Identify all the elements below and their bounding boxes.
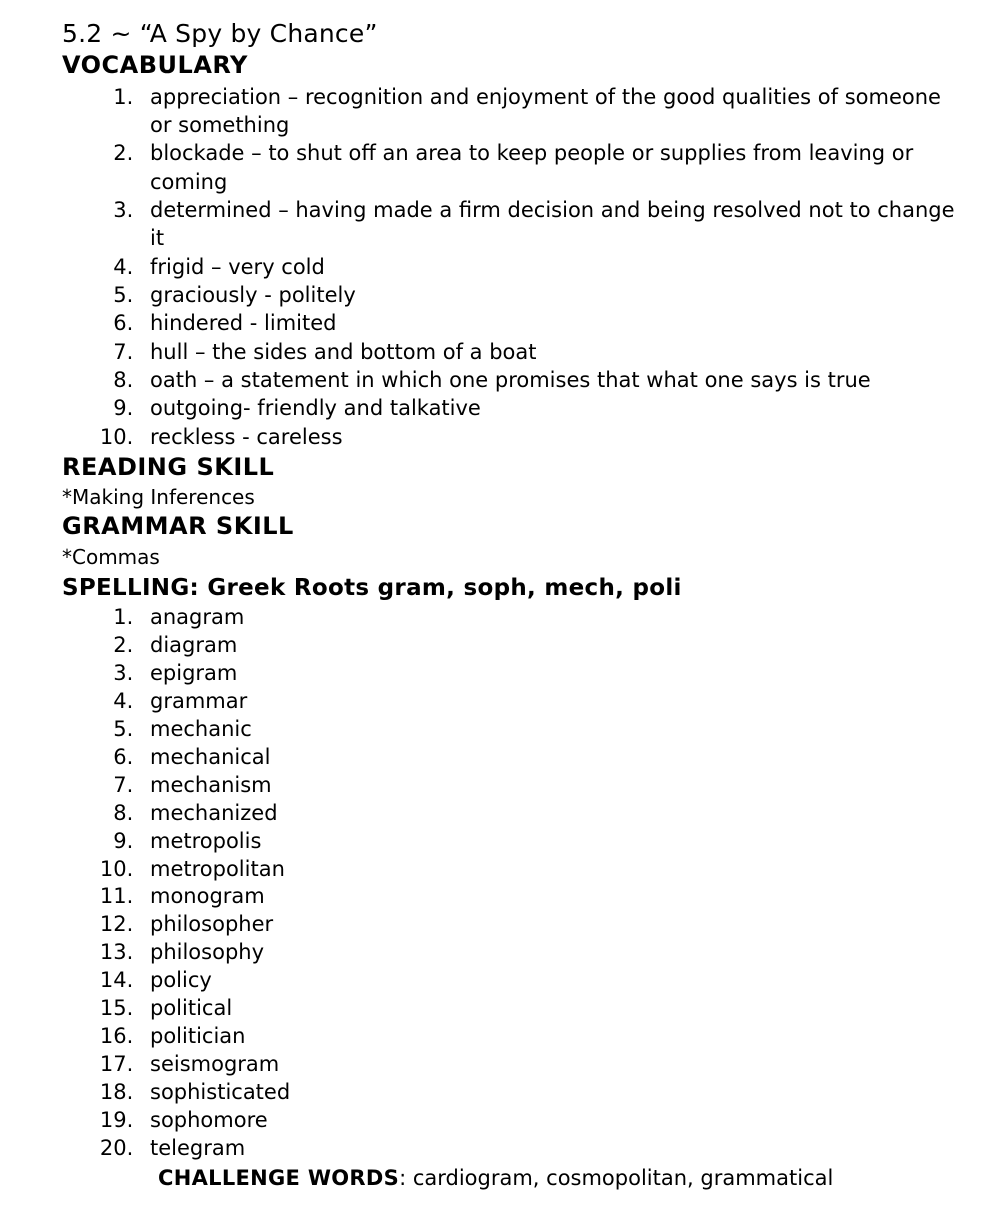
- vocabulary-list: [62, 83, 956, 451]
- list-item: 20. telegram: [140, 1135, 956, 1163]
- list-item: 14. policy: [140, 967, 956, 995]
- list-item: 2. blockade – to shut off an area to keep people or supplies from leaving or coming: [140, 139, 956, 196]
- spelling-heading-roots: : Greek Roots gram, soph, mech, poli: [189, 574, 682, 601]
- list-item: 3. determined – having made a firm decision and being resolved not to change it: [140, 196, 956, 253]
- challenge-words: [158, 1165, 956, 1192]
- list-item: 4. frigid – very cold: [140, 253, 956, 281]
- list-item: 18. sophisticated: [140, 1079, 956, 1107]
- challenge-words-list: : cardiogram, cosmopolitan, grammatical: [399, 1165, 834, 1190]
- spelling-heading-label: SPELLING: [62, 574, 190, 601]
- list-item: 7. hull – the sides and bottom of a boat: [140, 338, 956, 366]
- list-item: 6. hindered - limited: [140, 309, 956, 337]
- list-item: 4. grammar: [140, 688, 956, 716]
- grammar-skill-heading: GRAMMAR SKILL: [62, 512, 294, 541]
- reading-skill-heading: READING SKILL: [62, 452, 275, 481]
- list-item: 1. anagram: [140, 604, 956, 632]
- list-item: 7. mechanism: [140, 772, 956, 800]
- list-item: 2. diagram: [140, 632, 956, 660]
- spelling-word-list: [62, 604, 956, 1162]
- list-item: 5. mechanic: [140, 716, 956, 744]
- list-item: 10. reckless - careless: [140, 423, 956, 451]
- list-item: 16. politician: [140, 1023, 956, 1051]
- challenge-words-label: CHALLENGE WORDS: [158, 1165, 400, 1190]
- grammar-skill-note: *Commas: [62, 544, 160, 569]
- list-item: 17. seismogram: [140, 1051, 956, 1079]
- list-item: 8. mechanized: [140, 800, 956, 828]
- list-item: 11. monogram: [140, 883, 956, 911]
- list-item: 5. graciously - politely: [140, 281, 956, 309]
- list-item: 3. epigram: [140, 660, 956, 688]
- list-item: 8. oath – a statement in which one promises that what one says is true: [140, 366, 956, 394]
- list-item: 6. mechanical: [140, 744, 956, 772]
- list-item: 9. outgoing- friendly and talkative: [140, 394, 956, 422]
- list-item: 19. sophomore: [140, 1107, 956, 1135]
- list-item: 10. metropolitan: [140, 856, 956, 884]
- list-item: 9. metropolis: [140, 828, 956, 856]
- list-item: 1. appreciation – recognition and enjoyment of the good qualities of someone or something: [140, 83, 956, 140]
- list-item: 13. philosophy: [140, 939, 956, 967]
- vocabulary-heading: VOCABULARY: [62, 51, 248, 80]
- reading-skill-note: *Making Inferences: [62, 485, 255, 510]
- list-item: 12. philosopher: [140, 911, 956, 939]
- list-item: 15. political: [140, 995, 956, 1023]
- spelling-heading: [62, 574, 956, 603]
- page-title: 5.2 ~ “A Spy by Chance”: [62, 19, 378, 48]
